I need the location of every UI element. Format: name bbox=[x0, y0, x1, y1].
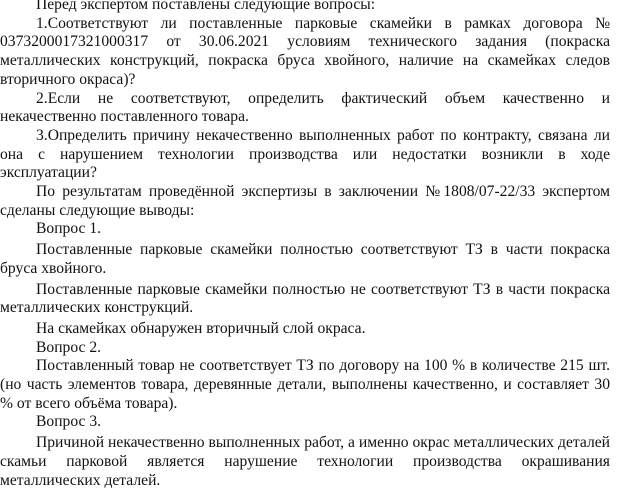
heading-answer-2: Вопрос 2. bbox=[36, 338, 102, 356]
paragraph-question-3: 3.Определить причину некачественно выполненных работ по контракту, связана ли она с нарушением технологии производства или недостатки возникли в ходе эксплуатации? bbox=[0, 126, 610, 182]
paragraph-answer-1c: На скамейках обнаружен вторичный слой окраса. bbox=[36, 319, 366, 337]
paragraph-answer-1b: Поставленные парковые скамейки полностью не соответствуют ТЗ в части покраска металлических конструкций. bbox=[0, 280, 610, 317]
paragraph-answer-3: Причиной некачественно выполненных работ, а именно окрас металлических деталей скамьи парковой является нарушение технологии производства окрашивания металлических деталей. bbox=[0, 434, 610, 489]
paragraph-question-2: 2.Если не соответствуют, определить фактический объем качественно и некачественно поставленного товара. bbox=[0, 89, 610, 126]
paragraph-question-1: 1.Соответствуют ли поставленные парковые скамейки в рамках договора № 0373200017321000317 от 30.06.2021 условиям технического задания (покраска металлических конструкций, покраска бруса хвойного, наличие на скамейках следов вторичного окраса)? bbox=[0, 14, 610, 88]
heading-answer-3: Вопрос 3. bbox=[36, 413, 102, 431]
paragraph-answer-2: Поставленный товар не соответствует ТЗ по договору на 100 % в количестве 215 шт. (но часть элементов товара, деревянные детали, выполнены качественно, и составляет 30 % от всего объёма товара). bbox=[0, 357, 610, 412]
paragraph-answer-1a: Поставленные парковые скамейки полностью соответствуют ТЗ в части покраска бруса хвойного. bbox=[0, 241, 610, 277]
heading-answer-1: Вопрос 1. bbox=[36, 220, 102, 238]
paragraph-conclusions-intro: По результатам проведённой экспертизы в заключении №1808/07-22/33 экспертом сделаны следующие выводы: bbox=[0, 183, 610, 219]
paragraph-intro: Перед экспертом поставлены следующие вопросы: bbox=[36, 0, 376, 13]
